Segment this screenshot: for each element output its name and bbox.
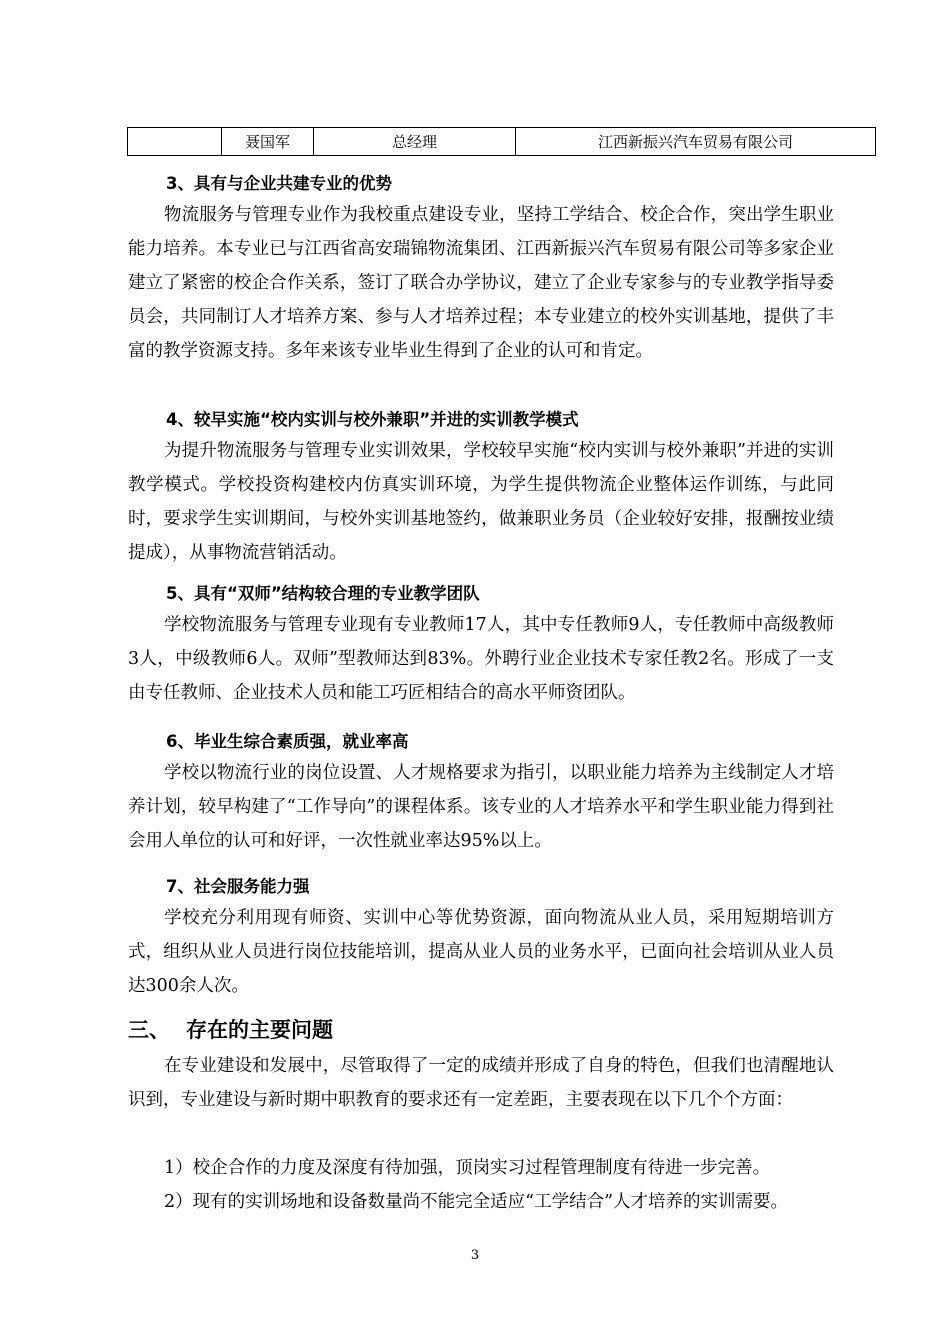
section-heading-6: 6、毕业生综合素质强，就业率高 [166,732,409,751]
table-row [128,128,876,156]
section-heading-4: 4、较早实施“校内实训与校外兼职”并进的实训教学模式 [166,410,579,429]
section-body-7: 学校充分利用现有师资、实训中心等优势资源，面向物流从业人员，采用短期培训方式，组织从业人员进行岗位技能培训，提高从业人员的业务水平，已面向社会培训从业人员达300余人次。 [128,908,834,996]
section-body-6: 学校以物流行业的岗位设置、人才规格要求为指引，以职业能力培养为主线制定人才培养计划，较早构建了“工作导向”的课程体系。该专业的人才培养水平和学生职业能力得到社会用人单位的认可和好评，一次性就业率达95%以上。 [128,763,834,851]
table-cell-position: 总经理 [314,128,516,156]
section-heading-7: 7、社会服务能力强 [166,877,310,896]
section-heading-5: 5、具有“双师”结构较合理的专业教学团队 [166,584,480,603]
chapter-heading [128,1014,333,1044]
problem-item-1: 1）校企合作的力度及深度有待加强，顶岗实习过程管理制度有待进一步完善。 [164,1158,771,1178]
section-heading-3: 3、具有与企业共建专业的优势 [166,174,392,193]
problem-item-2: 2）现有的实训场地和设备数量尚不能完全适应“工学结合”人才培养的实训需要。 [164,1192,789,1212]
section-body-4: 为提升物流服务与管理专业实训效果，学校较早实施“校内实训与校外兼职”并进的实训教学模式。学校投资构建校内仿真实训环境，为学生提供物流企业整体运作训练，与此同时，要求学生实训期间，与校外实训基地签约，做兼职业务员（企业较好安排，报酬按业绩提成），从事物流营销活动。 [128,441,834,563]
contact-table [127,127,876,156]
table-cell-company: 江西新振兴汽车贸易有限公司 [516,128,876,156]
chapter-title: 存在的主要问题 [186,1018,333,1042]
table-cell-name: 聂国军 [222,128,314,156]
table-cell-index [128,128,222,156]
chapter-intro: 在专业建设和发展中，尽管取得了一定的成绩并形成了自身的特色，但我们也清醒地认识到，专业建设与新时期中职教育的要求还有一定差距，主要表现在以下几个个方面： [128,1056,834,1110]
section-body-3: 物流服务与管理专业作为我校重点建设专业，坚持工学结合、校企合作，突出学生职业能力培养。本专业已与江西省高安瑞锦物流集团、江西新振兴汽车贸易有限公司等多家企业建立了紧密的校企合作关系，签订了联合办学协议，建立了企业专家参与的专业教学指导委员会，共同制订人才培养方案、参与人才培养过程；本专业建立的校外实训基地，提供了丰富的教学资源支持。多年来该专业毕业生得到了企业的认可和肯定。 [128,205,834,361]
page-number: 3 [470,1248,480,1263]
section-body-5: 学校物流服务与管理专业现有专业教师17人，其中专任教师9人，专任教师中高级教师3人，中级教师6人。双师”型教师达到83%。外聘行业企业技术专家任教2名。形成了一支由专任教师、企业技术人员和能工巧匠相结合的高水平师资团队。 [128,615,834,703]
chapter-number: 三、 [128,1018,170,1042]
